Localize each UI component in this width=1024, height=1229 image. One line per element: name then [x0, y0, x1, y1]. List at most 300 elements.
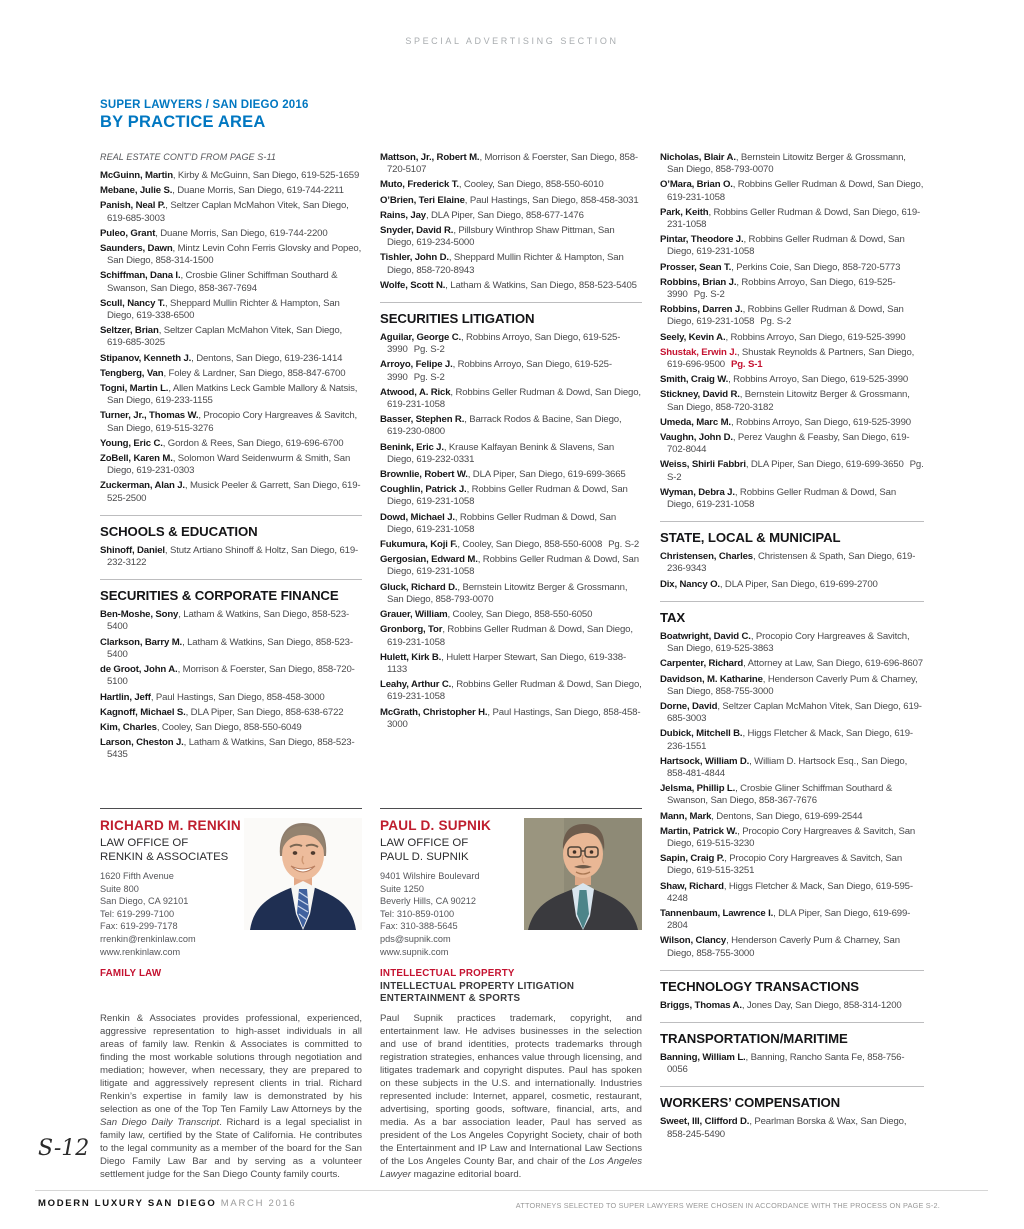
firm-name-line: LAW OFFICE OF: [100, 837, 189, 849]
attorney-entry: [100, 438, 362, 450]
special-advertising-banner: SPECIAL ADVERTISING SECTION: [405, 36, 619, 46]
attorney-detail: , Robbins Geller Rudman & Dowd, San Diego, 619-231-1058: [667, 304, 904, 328]
attorney-entry: [660, 417, 924, 429]
practice-area-block: [380, 302, 642, 731]
attorney-list: [660, 152, 924, 511]
attorney-detail: , Robbins Geller Rudman & Dowd, San Diego, 619-231-1058: [387, 511, 617, 535]
attorney-entry: [380, 707, 642, 731]
attorney-entry: [380, 332, 642, 356]
attorney-detail: , Crosbie Gliner Schiffman Southard & Swanson, San Diego, 858-367-7676: [667, 783, 893, 807]
attorney-entry: [660, 459, 924, 483]
attorney-name: Gergosian, Edward M.: [380, 554, 478, 566]
attorney-entry: [660, 935, 924, 959]
attorney-detail: , Allen Matkins Leck Gamble Mallory & Natsis, San Diego, 619-233-1155: [107, 383, 358, 407]
attorney-name: Leahy, Arthur C.: [380, 679, 452, 691]
attorney-list: [100, 170, 362, 505]
attorney-name: Sapin, Craig P.: [660, 853, 725, 865]
attorney-entry: [100, 545, 362, 569]
attorney-entry: [100, 722, 362, 734]
attorney-detail: , Solomon Ward Seidenwurm & Smith, San Diego, 619-231-0303: [107, 453, 351, 477]
attorney-name: Robbins, Darren J.: [660, 304, 743, 316]
attorney-detail: , Latham & Watkins, San Diego, 858-523-5400: [107, 609, 350, 633]
attorney-detail: , Robbins Geller Rudman & Dowd, San Diego, 619-231-1058: [667, 234, 905, 258]
contact-line: Beverly Hills, CA 90212: [380, 896, 477, 907]
practice-area-block: [660, 521, 924, 591]
attorney-entry: [660, 389, 924, 413]
attorney-detail: , Robbins Arroyo, San Diego, 619-525-3990: [728, 374, 909, 386]
attorney-name: Ben-Moshe, Sony: [100, 609, 179, 621]
attorney-detail: , Krause Kalfayan Benink & Slavens, San Diego, 619-232-0331: [387, 441, 615, 465]
attorney-detail: , Hulett Harper Stewart, San Diego, 619-338-1133: [387, 651, 627, 675]
practice-area-block: [380, 152, 642, 292]
practice-category: ENTERTAINMENT & SPORTS: [380, 992, 521, 1004]
attorney-entry: [660, 207, 924, 231]
attorney-name: ZoBell, Karen M.: [100, 453, 173, 465]
attorney-detail: , Seltzer Caplan McMahon Vitek, San Diego, 619-685-3003: [107, 200, 349, 224]
attorney-name: Hartlin, Jeff: [100, 691, 151, 703]
practice-area-block: [100, 515, 362, 569]
attorney-name: Mebane, Julie S.: [100, 185, 173, 197]
attorney-detail: , Pillsbury Winthrop Shaw Pittman, San Diego, 619-234-5000: [387, 225, 615, 249]
contact-line: 9401 Wilshire Boulevard: [380, 871, 480, 881]
contact-line: pds@supnik.com: [380, 933, 451, 944]
bio-text: San Diego Daily Transcript: [100, 1117, 220, 1129]
attorney-name: Zuckerman, Alan J.: [100, 480, 185, 492]
page-reference: Pg. S-2: [608, 539, 640, 551]
attorney-detail: , Robbins Geller Rudman & Dowd, San Diego, 619-231-1058: [387, 554, 639, 578]
attorney-entry: [660, 881, 924, 905]
attorney-entry: [100, 200, 362, 224]
attorney-name: Sweet, III, Clifford D.: [660, 1116, 750, 1128]
attorney-detail: , Banning, Rancho Santa Fe, 858-756-0056: [667, 1051, 905, 1076]
attorney-entry: [660, 152, 924, 176]
attorney-entry: [100, 637, 362, 661]
attorney-list: [660, 631, 924, 960]
attorney-detail: , William D. Hartsock Esq., San Diego, 858-481-4844: [667, 755, 908, 779]
attorney-detail: , Robbins Arroyo, San Diego, 619-525-3990: [725, 331, 906, 343]
profile-header: [380, 818, 642, 958]
page-title: BY PRACTICE AREA: [100, 113, 266, 131]
attorney-detail: , Musick Peeler & Garrett, San Diego, 619-525-2500: [107, 480, 361, 504]
attorney-name: Seely, Kevin A.: [660, 331, 726, 343]
eyebrow-prefix: SUPER LAWYERS /: [100, 99, 213, 111]
attorney-name: Martin, Patrick W.: [660, 825, 738, 837]
attorney-name: Schiffman, Dana I.: [100, 270, 181, 282]
attorney-name: Seltzer, Brian: [100, 325, 159, 337]
directory-column: [660, 152, 924, 1144]
attorney-list: [660, 551, 924, 591]
attorney-name: Fukumura, Koji F.: [380, 539, 458, 551]
attorney-name: Umeda, Marc M.: [660, 416, 731, 428]
contact-line: 1620 Fifth Avenue: [100, 871, 174, 881]
attorney-name: McGrath, Christopher H.: [380, 706, 488, 718]
contact-line: rrenkin@renkinlaw.com: [100, 933, 196, 944]
attorney-name: O’Mara, Brian O.: [660, 179, 733, 191]
attorney-detail: , Sheppard Mullin Richter & Hampton, San Diego, 858-720-8943: [387, 252, 624, 276]
attorney-name: Aguilar, George C.: [380, 332, 461, 344]
attorney-entry: [380, 195, 642, 207]
attorney-detail: , Mintz Levin Cohn Ferris Glovsky and Popeo, San Diego, 858-314-1500: [107, 243, 362, 267]
attorney-detail: , Robbins Geller Rudman & Dowd, San Diego, 619-231-1058: [387, 386, 641, 411]
contact-line: www.renkinlaw.com: [100, 946, 181, 957]
attorney-detail: , Pearlman Borska & Wax, San Diego, 858-245-5490: [667, 1116, 907, 1140]
attorney-list: [100, 609, 362, 761]
attorney-entry: [660, 658, 924, 670]
attorney-name: Shaw, Richard: [660, 880, 724, 892]
practice-area-block: [100, 152, 362, 505]
practice-area-title: TAX: [660, 601, 924, 625]
page-reference: Pg. S-2: [413, 344, 445, 356]
practice-area-block: [660, 970, 924, 1012]
practice-area-title: TRANSPORTATION/MARITIME: [660, 1022, 924, 1046]
attorney-entry: [660, 487, 924, 511]
attorney-name: Rains, Jay: [380, 209, 426, 221]
attorney-detail: , Robbins Arroyo, San Diego, 619-525-3990: [730, 416, 911, 428]
attorney-entry: [380, 225, 642, 249]
attorney-detail: , Seltzer Caplan McMahon Vitek, San Diego, 619-685-3003: [667, 700, 922, 725]
attorney-name: Kagnoff, Michael S.: [100, 706, 186, 718]
attorney-entry: [100, 325, 362, 349]
footer-disclaimer: ATTORNEYS SELECTED TO SUPER LAWYERS WERE CHOSEN IN ACCORDANCE WITH THE PROCESS ON PAGE S-2.: [515, 1201, 940, 1210]
practice-category: FAMILY LAW: [100, 968, 162, 980]
attorney-entry: [380, 210, 642, 222]
bio-paragraph: [100, 1012, 362, 1181]
contact-line: Fax: 619-299-7178: [100, 921, 178, 932]
attorney-name: Saunders, Dawn: [100, 243, 173, 255]
attorney-detail: , Jones Day, San Diego, 858-314-1200: [741, 999, 902, 1011]
attorney-detail: , Cooley, San Diego, 858-550-6010: [458, 179, 604, 191]
practice-area-title: SECURITIES LITIGATION: [380, 302, 642, 326]
attorney-entry: [380, 179, 642, 191]
practice-area-title: SCHOOLS & EDUCATION: [100, 515, 362, 539]
bio-text: Paul Supnik practices trademark, copyright, and entertainment law. He advises businesses in the selection and use of brand identities, protects trademarks through registration strategies, enhances value through licensing, and litigates trademark and copyright disputes. Paul has spoken on these subjects in the U.S. and internationally. Industries represented include: Internet, apparel, cosmetic, restaurant, advertising, sporting goods, software, financial, arts, and media. As a bar association leader, Paul has served as president of the Los Angeles Copyright Society, chair of both the Entertainment and IP Law and International Law Sections of the Los Angeles County Bar, and chair of the: [380, 1013, 642, 1168]
page-number: S-12: [38, 1136, 90, 1161]
attorney-detail: , Sheppard Mullin Richter & Hampton, San Diego, 619-338-6500: [107, 297, 340, 322]
contact-line: www.supnik.com: [380, 946, 449, 957]
attorney-name: Park, Keith: [660, 206, 709, 218]
attorney-detail: , Bernstein Litowitz Berger & Grossmann, San Diego, 858-793-0070: [667, 152, 906, 176]
attorney-detail: , DLA Piper, San Diego, 858-638-6722: [185, 706, 344, 718]
attorney-detail: , Stutz Artiano Shinoff & Holtz, San Diego, 619-232-3122: [107, 544, 359, 569]
attorney-entry: [380, 442, 642, 466]
attorney-entry: [660, 179, 924, 203]
attorney-entry: [660, 1000, 924, 1012]
continuation-note: REAL ESTATE CONT’D FROM PAGE S-11: [100, 152, 276, 162]
attorney-detail: , Latham & Watkins, San Diego, 858-523-5405: [445, 279, 637, 291]
attorney-name: Clarkson, Barry M.: [100, 636, 183, 648]
practice-category: INTELLECTUAL PROPERTY: [380, 968, 515, 980]
attorney-detail: , Gordon & Rees, San Diego, 619-696-6700: [162, 437, 344, 449]
attorney-name: Brownlie, Robert W.: [380, 469, 468, 481]
bio-text: magazine editorial board.: [410, 1169, 522, 1181]
attorney-name: Turner, Jr., Thomas W.: [100, 410, 199, 422]
footer-divider: [35, 1190, 988, 1191]
attorney-entry: [660, 579, 924, 591]
attorney-name: Panish, Neal P.: [100, 200, 166, 212]
attorney-detail: , Bernstein Litowitz Berger & Grossmann, San Diego, 858-720-3182: [667, 389, 910, 413]
attorney-detail: , Morrison & Foerster, San Diego, 858-720-5100: [107, 664, 355, 688]
attorney-detail: , Procopio Cory Hargreaves & Savitch, San Diego, 619-515-3251: [667, 853, 903, 877]
attorney-detail: , Robbins Arroyo, San Diego, 619-525-3990: [667, 276, 896, 301]
attorney-detail: , Paul Hastings, San Diego, 858-458-3000: [150, 691, 325, 703]
attorney-name: Grauer, William: [380, 609, 448, 621]
attorney-detail: , Cooley, San Diego, 858-550-6049: [156, 721, 302, 733]
section-eyebrow: [100, 99, 309, 111]
attorney-entry: [380, 484, 642, 508]
profile-card-supnik: [380, 808, 642, 1181]
practice-area-title: SECURITIES & CORPORATE FINANCE: [100, 579, 362, 603]
attorney-name: Tannenbaum, Lawrence I.: [660, 907, 774, 919]
attorney-name: Weiss, Shirli Fabbri: [660, 459, 746, 471]
attorney-entry: [660, 347, 924, 371]
attorney-name: Davidson, M. Katharine: [660, 673, 763, 685]
attorney-name: Young, Eric C.: [100, 437, 163, 449]
attorney-entry: [100, 410, 362, 434]
practice-area-title: TECHNOLOGY TRANSACTIONS: [660, 970, 924, 994]
attorney-entry: [100, 453, 362, 477]
practice-area-title: WORKERS’ COMPENSATION: [660, 1086, 924, 1110]
contact-line: Fax: 310-388-5645: [380, 921, 458, 932]
attorney-name: Larson, Cheston J.: [100, 737, 184, 749]
attorney-name: Kim, Charles: [100, 721, 157, 733]
attorney-detail: , Procopio Cory Hargreaves & Savitch, San Diego, 619-515-3276: [107, 410, 358, 434]
attorney-detail: , DLA Piper, San Diego, 619-699-3665: [467, 469, 626, 481]
attorney-detail: , Shustak Reynolds & Partners, San Diego, 619-696-9500: [667, 346, 915, 371]
attorney-detail: , Robbins Geller Rudman & Dowd, San Diego, 619-231-1058: [667, 179, 924, 203]
attorney-entry: [660, 262, 924, 274]
attorney-detail: , DLA Piper, San Diego, 619-699-2700: [719, 578, 878, 590]
attorney-detail: , DLA Piper, San Diego, 619-699-3650: [745, 459, 904, 471]
attorney-entry: [380, 414, 642, 438]
supnik-portrait-photo: [524, 818, 642, 930]
attorney-name: McGuinn, Martin: [100, 170, 173, 181]
practice-area-block: [660, 1086, 924, 1140]
attorney-detail: , Perez Vaughn & Feasby, San Diego, 619-702-8044: [667, 432, 910, 456]
attorney-detail: , Duane Morris, San Diego, 619-744-2200: [155, 227, 328, 239]
attorney-detail: , Robbins Geller Rudman & Dowd, San Diego, 619-231-1058: [387, 679, 642, 703]
attorney-name: Carpenter, Richard: [660, 658, 744, 670]
attorney-entry: [100, 664, 362, 688]
attorney-name: Tishler, John D.: [380, 252, 449, 264]
attorney-entry: [660, 304, 924, 328]
attorney-detail: , Perkins Coie, San Diego, 858-720-5773: [731, 261, 901, 273]
attorney-detail: , Bernstein Litowitz Berger & Grossmann, San Diego, 858-793-0070: [387, 581, 628, 605]
practice-area-block: [660, 152, 924, 511]
attorney-name: Mattson, Jr., Robert M.: [380, 152, 480, 163]
attorney-entry: [100, 480, 362, 504]
magazine-name: MODERN LUXURY SAN DIEGO: [38, 1198, 217, 1209]
attorney-entry: [100, 353, 362, 365]
attorney-detail: , Latham & Watkins, San Diego, 858-523-5435: [107, 737, 355, 761]
attorney-entry: [380, 387, 642, 411]
attorney-name: Prosser, Sean T.: [660, 261, 732, 273]
attorney-entry: [660, 332, 924, 344]
attorney-detail: , Robbins Arroyo, San Diego, 619-525-3990: [387, 332, 621, 356]
attorney-name: Pintar, Theodore J.: [660, 234, 744, 246]
eyebrow-edition: SAN DIEGO 2016: [212, 99, 309, 111]
page-reference: Pg. S-2: [693, 289, 725, 301]
attorney-detail: , Attorney at Law, San Diego, 619-696-8607: [743, 658, 923, 670]
attorney-entry: [380, 609, 642, 621]
attorney-name: Togni, Martin L.: [100, 383, 169, 395]
attorney-name: Stipanov, Kenneth J.: [100, 352, 192, 364]
profile-name: PAUL D. SUPNIK: [380, 818, 492, 833]
attorney-name: O’Brien, Teri Elaine: [380, 194, 465, 206]
attorney-detail: , Duane Morris, San Diego, 619-744-2211: [172, 185, 344, 197]
attorney-detail: , Dentons, San Diego, 619-236-1414: [191, 352, 343, 364]
firm-name-line: RENKIN & ASSOCIATES: [100, 851, 229, 863]
attorney-list: [100, 545, 362, 569]
attorney-list: [380, 152, 642, 292]
attorney-name: Basser, Stephen R.: [380, 414, 465, 426]
attorney-entry: [380, 679, 642, 703]
attorney-entry: [380, 539, 642, 551]
page-reference: Pg. S-1: [730, 359, 763, 371]
practice-area-title: STATE, LOCAL & MUNICIPAL: [660, 521, 924, 545]
attorney-detail: , Robbins Geller Rudman & Dowd, San Diego, 619-231-1058: [387, 624, 633, 648]
practice-area-block: [660, 1022, 924, 1076]
attorney-entry: [380, 624, 642, 648]
attorney-name: Vaughn, John D.: [660, 432, 733, 444]
profile-header: [100, 818, 362, 958]
attorney-detail: , Henderson Caverly Pum & Charney, San Diego, 858-755-3000: [667, 935, 900, 959]
practice-categories: [380, 968, 642, 1006]
firm-name-line: LAW OFFICE OF: [380, 837, 469, 849]
attorney-entry: [660, 631, 924, 655]
attorney-entry: [660, 674, 924, 698]
attorney-detail: , Dentons, San Diego, 619-699-2544: [711, 810, 863, 822]
attorney-detail: , Robbins Geller Rudman & Dowd, San Diego, 619-231-1058: [667, 206, 921, 231]
attorney-entry: [660, 811, 924, 823]
attorney-name: Wyman, Debra J.: [660, 486, 735, 498]
attorney-name: Dorne, David: [660, 700, 718, 712]
attorney-entry: [660, 728, 924, 752]
attorney-detail: , Cooley, San Diego, 858-550-6050: [447, 609, 593, 621]
attorney-name: Dubick, Mitchell B.: [660, 728, 743, 740]
attorney-detail: , Henderson Caverly Pum & Charney, San Diego, 858-755-3000: [667, 673, 918, 697]
attorney-entry: [660, 1116, 924, 1140]
attorney-entry: [100, 298, 362, 322]
contact-line: Suite 800: [100, 883, 139, 894]
bio-paragraph: [380, 1012, 642, 1181]
attorney-name: Wilson, Clancy: [660, 935, 727, 947]
bio-text: . Richard is a legal specialist in family law, certified by the State of California. He contributes to the legal community as a member of the board for the San Diego Family Law Bar and by serving as a volunteer settlement judge for the San Diego County family courts.: [100, 1117, 362, 1181]
attorney-name: Christensen, Charles: [660, 551, 753, 563]
attorney-entry: [660, 756, 924, 780]
attorney-name: Briggs, Thomas A.: [660, 999, 742, 1011]
attorney-detail: , Kirby & McGuinn, San Diego, 619-525-1659: [172, 170, 360, 181]
attorney-detail: , Paul Hastings, San Diego, 858-458-3031: [464, 194, 639, 206]
contact-line: Tel: 310-859-0100: [380, 908, 455, 919]
attorney-entry: [660, 1052, 924, 1076]
attorney-entry: [100, 243, 362, 267]
profile-name: RICHARD M. RENKIN: [100, 818, 241, 833]
attorney-entry: [660, 853, 924, 877]
attorney-detail: , Robbins Geller Rudman & Dowd, San Diego, 619-231-1058: [667, 486, 897, 511]
attorney-detail: , Cooley, San Diego, 858-550-6008: [457, 539, 603, 551]
attorney-name: Puleo, Grant: [100, 227, 156, 239]
attorney-entry: [380, 469, 642, 481]
firm-name-line: PAUL D. SUPNIK: [380, 851, 469, 863]
attorney-entry: [380, 512, 642, 536]
attorney-list: [660, 1052, 924, 1076]
attorney-name: Scull, Nancy T.: [100, 297, 165, 309]
contact-line: Suite 1250: [380, 883, 424, 894]
attorney-name: Muto, Frederick T.: [380, 179, 459, 191]
attorney-name: Robbins, Brian J.: [660, 276, 737, 288]
attorney-detail: , Barrack Rodos & Bacine, San Diego, 619-230-0800: [387, 414, 622, 438]
attorney-detail: , Paul Hastings, San Diego, 858-458-3000: [387, 706, 641, 730]
practice-area-block: [100, 579, 362, 761]
attorney-entry: [100, 707, 362, 719]
attorney-name: Shinoff, Daniel: [100, 544, 165, 556]
attorney-detail: , Procopio Cory Hargreaves & Savitch, San Diego, 619-515-3230: [667, 825, 916, 849]
issue-date: MARCH 2016: [216, 1198, 297, 1209]
attorney-entry: [660, 551, 924, 575]
practice-category: INTELLECTUAL PROPERTY LITIGATION: [380, 980, 575, 992]
attorney-name: Gluck, Richard D.: [380, 581, 458, 593]
attorney-name: Smith, Craig W.: [660, 374, 729, 386]
attorney-detail: , Robbins Geller Rudman & Dowd, San Diego, 619-231-1058: [387, 484, 628, 508]
attorney-entry: [100, 737, 362, 761]
attorney-name: Dix, Nancy O.: [660, 578, 720, 590]
attorney-entry: [660, 374, 924, 386]
attorney-entry: [100, 228, 362, 240]
attorney-detail: , Seltzer Caplan McMahon Vitek, San Diego, 619-685-3025: [107, 325, 343, 349]
attorney-entry: [380, 652, 642, 676]
attorney-entry: [380, 252, 642, 276]
attorney-name: Banning, William L.: [660, 1051, 746, 1063]
attorney-list: [660, 1000, 924, 1012]
contact-line: Tel: 619-299-7100: [100, 908, 175, 919]
attorney-name: Wolfe, Scott N.: [380, 279, 446, 291]
attorney-detail: , DLA Piper, San Diego, 858-677-1476: [425, 209, 584, 221]
attorney-entry: [100, 270, 362, 294]
attorney-name: Hartsock, William D.: [660, 755, 750, 767]
attorney-entry: [380, 582, 642, 606]
attorney-entry: [380, 359, 642, 383]
practice-area-block: [660, 601, 924, 960]
attorney-entry: [660, 783, 924, 807]
attorney-detail: , DLA Piper, San Diego, 619-699-2804: [667, 907, 911, 932]
attorney-name: Jelsma, Phillip L.: [660, 783, 736, 795]
profile-card-renkin: [100, 808, 362, 1181]
attorney-entry: [380, 554, 642, 578]
attorney-name: Coughlin, Patrick J.: [380, 484, 467, 496]
attorney-entry: [100, 170, 362, 182]
attorney-entry: [660, 432, 924, 456]
attorney-detail: , Morrison & Foerster, San Diego, 858-720-5107: [387, 152, 638, 176]
attorney-entry: [100, 368, 362, 380]
attorney-detail: , Christensen & Spath, San Diego, 619-236-9343: [667, 551, 916, 575]
attorney-entry: [380, 280, 642, 292]
attorney-entry: [100, 383, 362, 407]
attorney-detail: , Crosbie Gliner Schiffman Southard & Swanson, San Diego, 858-367-7694: [107, 270, 338, 294]
attorney-name: Boatwright, David C.: [660, 630, 751, 642]
attorney-name: Shustak, Erwin J.: [660, 346, 737, 358]
attorney-name: de Groot, John A.: [100, 664, 178, 676]
attorney-name: Nicholas, Blair A.: [660, 152, 736, 163]
bio-text: Los Angeles Lawyer: [380, 1156, 642, 1181]
attorney-name: Gronborg, Tor: [380, 624, 443, 636]
attorney-list: [380, 332, 642, 731]
attorney-detail: , Procopio Cory Hargreaves & Savitch, San Diego, 619-525-3863: [667, 630, 910, 655]
attorney-entry: [660, 701, 924, 725]
bio-text: Renkin & Associates provides professional, experienced, aggressive representation to high-asset individuals in all areas of family law. Renkin & Associates is committed to finding the most workable solutions through negotiation and mediation; however, when necessary, they are prepared to litigate and aggressively represent clients in trial. Richard Renkin’s expertise in family law is demonstrated by his selection as one of the Top Ten Family Law Attorneys by the: [100, 1013, 362, 1116]
page-reference: Pg. S-2: [760, 316, 792, 328]
attorney-name: Stickney, David R.: [660, 389, 740, 401]
attorney-entry: [380, 152, 642, 176]
